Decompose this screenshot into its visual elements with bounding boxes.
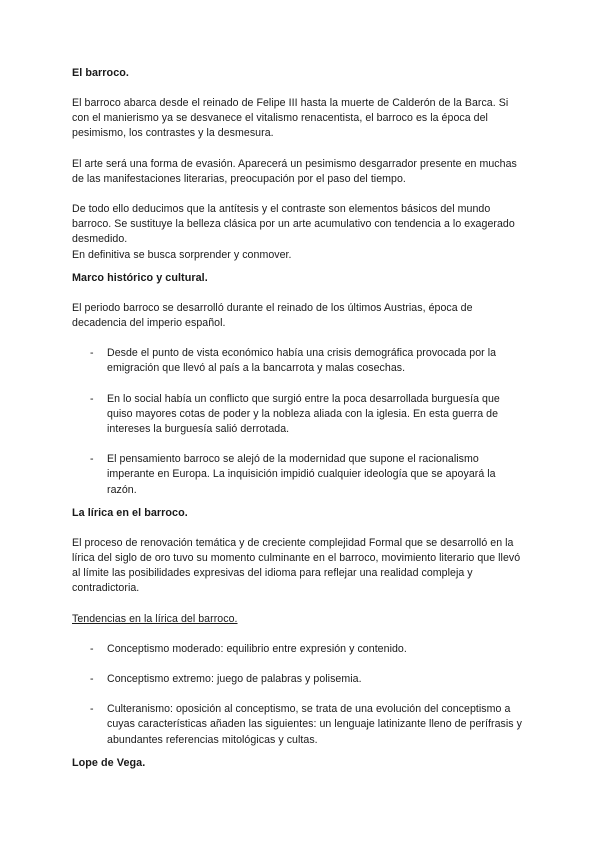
section-title-lirica: La lírica en el barroco. (72, 506, 188, 519)
bullet-list-marco (72, 346, 524, 498)
list-item-text: Conceptismo extremo: juego de palabras y polisemia. (107, 673, 362, 686)
section-title-marco: Marco histórico y cultural. (72, 271, 208, 284)
paragraph: El arte será una forma de evasión. Aparecerá un pesimismo desgarrador presente en muchas de las manifestaciones literarias, preocupación por el paso del tiempo. (72, 157, 517, 185)
paragraph: El periodo barroco se desarrolló durante el reinado de los últimos Austrias, época de decadencia del imperio español. (72, 301, 473, 330)
list-item-text: En lo social había un conflicto que surgió entre la poca desarrollada burguesía que quiso mayores cotas de poder y la nobleza aliada con la iglesia. En esta guerra de intereses la burguesía salió derrotada. (107, 392, 500, 436)
list-item (72, 392, 524, 438)
list-item (72, 452, 524, 498)
paragraph: El barroco abarca desde el reinado de Felipe III hasta la muerte de Calderón de la Barca. Si con el manierismo ya se desvanece el vitalismo renacentista, el barroco es la época del pesimismo, los contrastes y la desmesura. (72, 97, 509, 140)
subheading-tendencias: Tendencias en la lírica del barroco. (72, 612, 238, 625)
paragraph: De todo ello deducimos que la antítesis y el contraste son elementos básicos del mundo barroco. Se sustituye la belleza clásica por un arte acumulativo con tendencia a lo exagerado desmedido. (72, 203, 515, 246)
list-item-text: Conceptismo moderado: equilibrio entre expresión y contenido. (107, 642, 407, 655)
list-item-text: Desde el punto de vista económico había una crisis demográfica provocada por la emigración que llevó al país a la bancarrota y malas cosechas. (107, 347, 497, 375)
bullet-list-tendencias (72, 642, 524, 748)
section-title-lope: Lope de Vega. (72, 756, 146, 769)
dash-bullet: - (90, 703, 94, 716)
list-item (72, 346, 524, 376)
document-page (72, 66, 524, 771)
dash-bullet: - (90, 673, 94, 686)
dash-bullet: - (90, 347, 94, 360)
dash-bullet: - (90, 642, 94, 655)
paragraph: El proceso de renovación temática y de creciente complejidad Formal que se desarrolló en la lírica del siglo de oro tuvo su momento culminante en el barroco, movimiento literario que llevó al límite las posibilidades expresivas del idioma para reflejar una realidad compleja y contradictoria. (72, 536, 521, 595)
dash-bullet: - (90, 392, 94, 405)
section-title-barroco: El barroco. (72, 67, 129, 79)
list-item (72, 672, 524, 687)
dash-bullet: - (90, 453, 94, 466)
list-item (72, 642, 524, 657)
list-item-text: Culteranismo: oposición al conceptismo, se trata de una evolución del conceptismo a cuyas características añaden las siguientes: un lenguaje latinizante lleno de perífrasis y abundantes referencias mitológicas y cultas. (107, 703, 522, 746)
list-item (72, 702, 524, 748)
list-item-text: El pensamiento barroco se alejó de la modernidad que supone el racionalismo imperante en Europa. La inquisición impidió cualquier ideología que se apoyará la razón. (107, 453, 496, 496)
paragraph: En definitiva se busca sorprender y conmover. (72, 248, 292, 261)
